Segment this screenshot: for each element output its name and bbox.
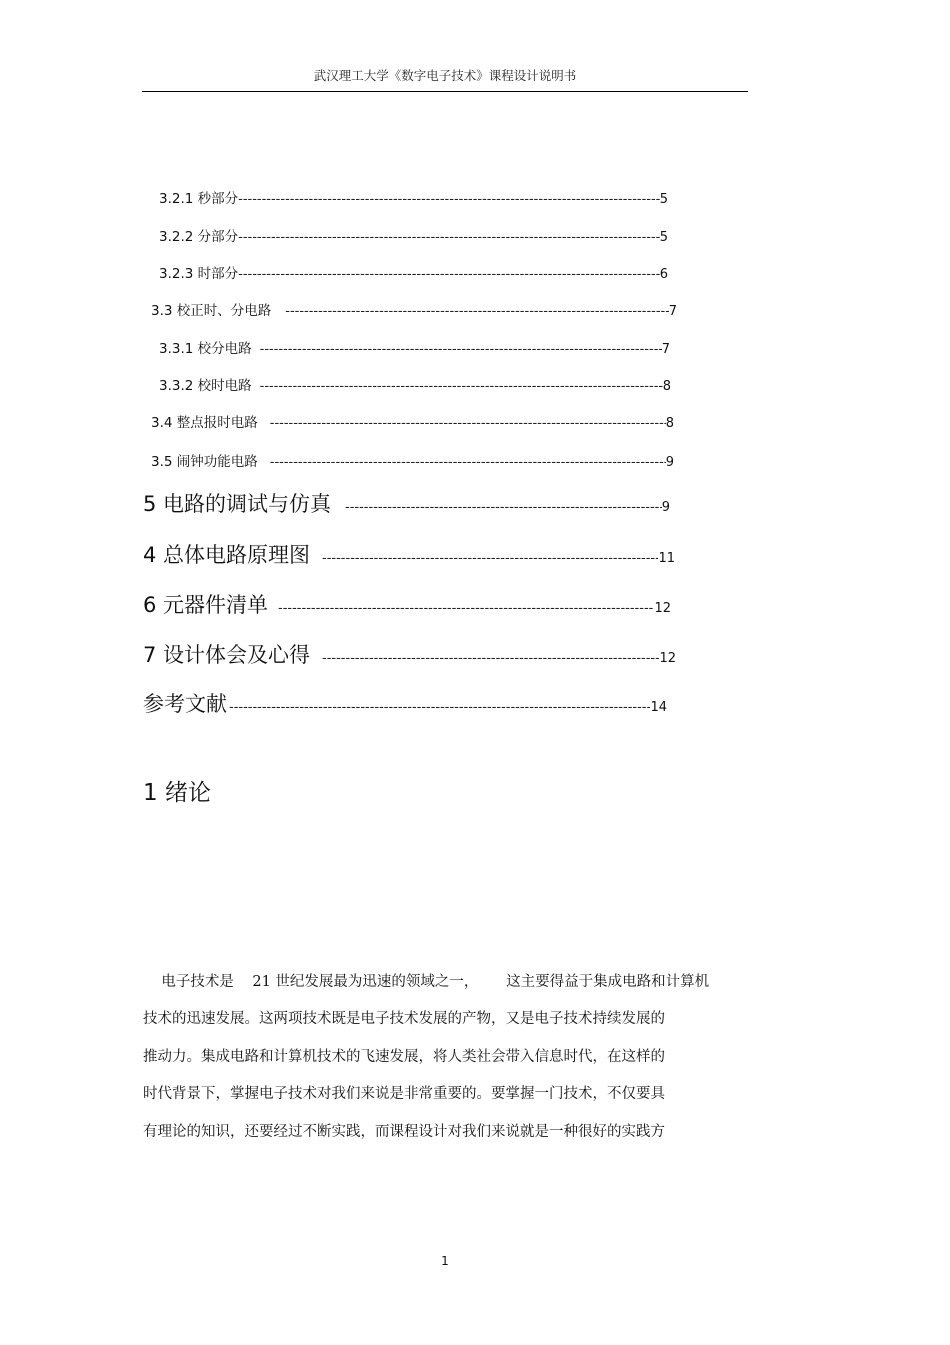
toc-entry[interactable] (159, 374, 671, 394)
paragraph-line: 时代背景下，掌握电子技术对我们来说是非常重要的。要掌握一门技术，不仅要具 (143, 1086, 665, 1102)
toc-entry-label: 3.4 整点报时电路 (151, 415, 258, 431)
toc-entry-label: 3.2.2 分部分 (159, 229, 239, 245)
toc-entry[interactable] (159, 337, 670, 357)
toc-entry-page: 7 (661, 342, 670, 357)
toc-entry[interactable] (151, 411, 674, 431)
toc-entry[interactable] (151, 450, 674, 470)
toc-leader (278, 601, 654, 616)
toc-leader (238, 192, 660, 207)
toc-entry-label: 3.2.1 秒部分 (159, 191, 239, 207)
paragraph-line: 有理论的知识，还要经过不断实践，而课程设计对我们来说就是一种很好的实践方 (143, 1124, 665, 1140)
toc-entry-page: 5 (659, 230, 668, 245)
toc-entry-page: 8 (665, 416, 674, 431)
toc-entry-label: 7 设计体会及心得 (143, 643, 311, 667)
page-number: 1 (441, 1254, 449, 1268)
toc-entry-label: 3.5 闹钟功能电路 (151, 454, 258, 470)
toc-entry-page: 9 (661, 500, 670, 515)
toc-leader (345, 500, 662, 515)
toc-entry[interactable] (159, 187, 668, 207)
toc-entry[interactable] (143, 639, 676, 669)
running-header: 武汉理工大学《数字电子技术》课程设计说明书 (313, 68, 577, 83)
toc-entry-page: 5 (659, 192, 668, 207)
toc-entry[interactable] (143, 589, 671, 619)
toc-entry[interactable] (143, 539, 675, 569)
paragraph-line: 电子技术是 21 世纪发展最为迅速的领域之一， 这主要得益于集成电路和计算机 (143, 974, 710, 990)
toc-leader (270, 455, 666, 470)
toc-entry-page: 6 (659, 267, 668, 282)
toc-entry-label: 6 元器件清单 (143, 593, 269, 617)
toc-leader (322, 551, 658, 566)
toc-entry[interactable] (159, 225, 668, 245)
toc-leader (229, 700, 650, 715)
toc-entry-page: 9 (665, 455, 674, 470)
toc-leader (260, 379, 663, 394)
toc-leader (322, 651, 659, 666)
paragraph-line: 推动力。集成电路和计算机技术的飞速发展，将人类社会带入信息时代，在这样的 (143, 1049, 665, 1065)
chapter-heading: 1 绪论 (143, 780, 211, 806)
toc-entry-page: 8 (662, 379, 671, 394)
toc-entry[interactable] (159, 262, 668, 282)
toc-entry-label: 3.2.3 时部分 (159, 266, 239, 282)
toc-entry[interactable] (143, 688, 667, 718)
toc-entry[interactable] (151, 299, 677, 319)
paragraph-line: 技术的迅速发展。这两项技术既是电子技术发展的产物，又是电子技术持续发展的 (143, 1011, 665, 1027)
toc-entry-label: 3.3 校正时、分电路 (151, 303, 272, 319)
toc-entry-label: 4 总体电路原理图 (143, 543, 311, 567)
toc-entry-label: 3.3.1 校分电路 (159, 341, 252, 357)
toc-entry-page: 14 (650, 700, 667, 715)
toc-leader (238, 267, 660, 282)
toc-entry-page: 12 (654, 601, 671, 616)
toc-entry[interactable] (143, 488, 670, 518)
toc-leader (285, 304, 668, 319)
toc-entry-page: 7 (668, 304, 677, 319)
toc-leader (270, 416, 666, 431)
toc-entry-page: 12 (659, 651, 676, 666)
toc-entry-label: 3.3.2 校时电路 (159, 378, 252, 394)
toc-leader (238, 230, 660, 245)
toc-entry-label: 5 电路的调试与仿真 (143, 492, 332, 516)
toc-leader (260, 342, 662, 357)
header-rule (142, 91, 748, 92)
toc-entry-page: 11 (658, 551, 675, 566)
toc-entry-label: 参考文献 (143, 692, 227, 716)
